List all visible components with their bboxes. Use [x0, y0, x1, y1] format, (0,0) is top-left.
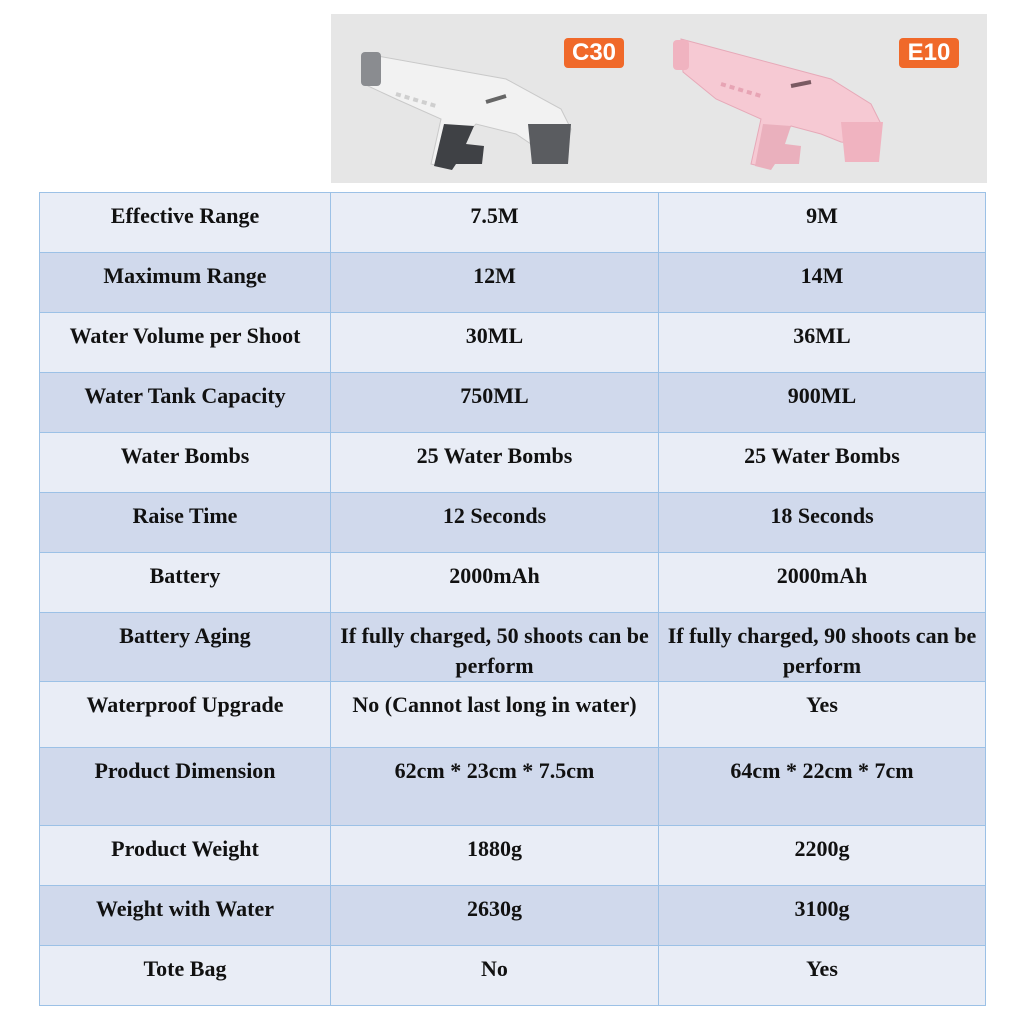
- c30-value: 12M: [331, 253, 659, 313]
- spec-label: Tote Bag: [40, 946, 331, 1006]
- spec-comparison-table: [39, 192, 986, 1006]
- e10-value: 9M: [659, 193, 986, 253]
- spec-label: Water Volume per Shoot: [40, 313, 331, 373]
- spec-label: Battery: [40, 553, 331, 613]
- spec-label: Weight with Water: [40, 886, 331, 946]
- e10-badge: E10: [899, 38, 959, 68]
- product-banner: [331, 14, 987, 183]
- e10-value: 36ML: [659, 313, 986, 373]
- spec-label: Maximum Range: [40, 253, 331, 313]
- e10-value: 2200g: [659, 826, 986, 886]
- e10-value: 3100g: [659, 886, 986, 946]
- table-row: [40, 373, 986, 433]
- table-row: [40, 613, 986, 682]
- e10-value: 14M: [659, 253, 986, 313]
- c30-value: 2630g: [331, 886, 659, 946]
- table-row: [40, 493, 986, 553]
- table-row: [40, 553, 986, 613]
- spec-label: Product Weight: [40, 826, 331, 886]
- e10-value: 18 Seconds: [659, 493, 986, 553]
- e10-value: 2000mAh: [659, 553, 986, 613]
- c30-value: 7.5M: [331, 193, 659, 253]
- spec-label: Raise Time: [40, 493, 331, 553]
- table-row: [40, 433, 986, 493]
- spec-label: Battery Aging: [40, 613, 331, 682]
- c30-value: If fully charged, 50 shoots can be perform: [331, 613, 659, 682]
- e10-value: 900ML: [659, 373, 986, 433]
- c30-water-gun-image: [356, 24, 586, 174]
- e10-value: Yes: [659, 682, 986, 748]
- table-row: [40, 253, 986, 313]
- spec-label: Effective Range: [40, 193, 331, 253]
- table-row: [40, 193, 986, 253]
- table-row: [40, 826, 986, 886]
- e10-water-gun-image: [671, 24, 901, 174]
- e10-value: Yes: [659, 946, 986, 1006]
- spec-label: Water Bombs: [40, 433, 331, 493]
- c30-value: 1880g: [331, 826, 659, 886]
- spec-label: Waterproof Upgrade: [40, 682, 331, 748]
- c30-value: No: [331, 946, 659, 1006]
- c30-value: 30ML: [331, 313, 659, 373]
- c30-value: No (Cannot last long in water): [331, 682, 659, 748]
- table-row: [40, 946, 986, 1006]
- table-row: [40, 682, 986, 748]
- spec-label: Water Tank Capacity: [40, 373, 331, 433]
- e10-value: 64cm * 22cm * 7cm: [659, 748, 986, 826]
- c30-value: 12 Seconds: [331, 493, 659, 553]
- c30-value: 25 Water Bombs: [331, 433, 659, 493]
- e10-value: If fully charged, 90 shoots can be perform: [659, 613, 986, 682]
- c30-badge: C30: [564, 38, 624, 68]
- table-row: [40, 313, 986, 373]
- c30-value: 62cm * 23cm * 7.5cm: [331, 748, 659, 826]
- c30-value: 750ML: [331, 373, 659, 433]
- c30-value: 2000mAh: [331, 553, 659, 613]
- e10-value: 25 Water Bombs: [659, 433, 986, 493]
- spec-label: Product Dimension: [40, 748, 331, 826]
- table-row: [40, 886, 986, 946]
- table-row: [40, 748, 986, 826]
